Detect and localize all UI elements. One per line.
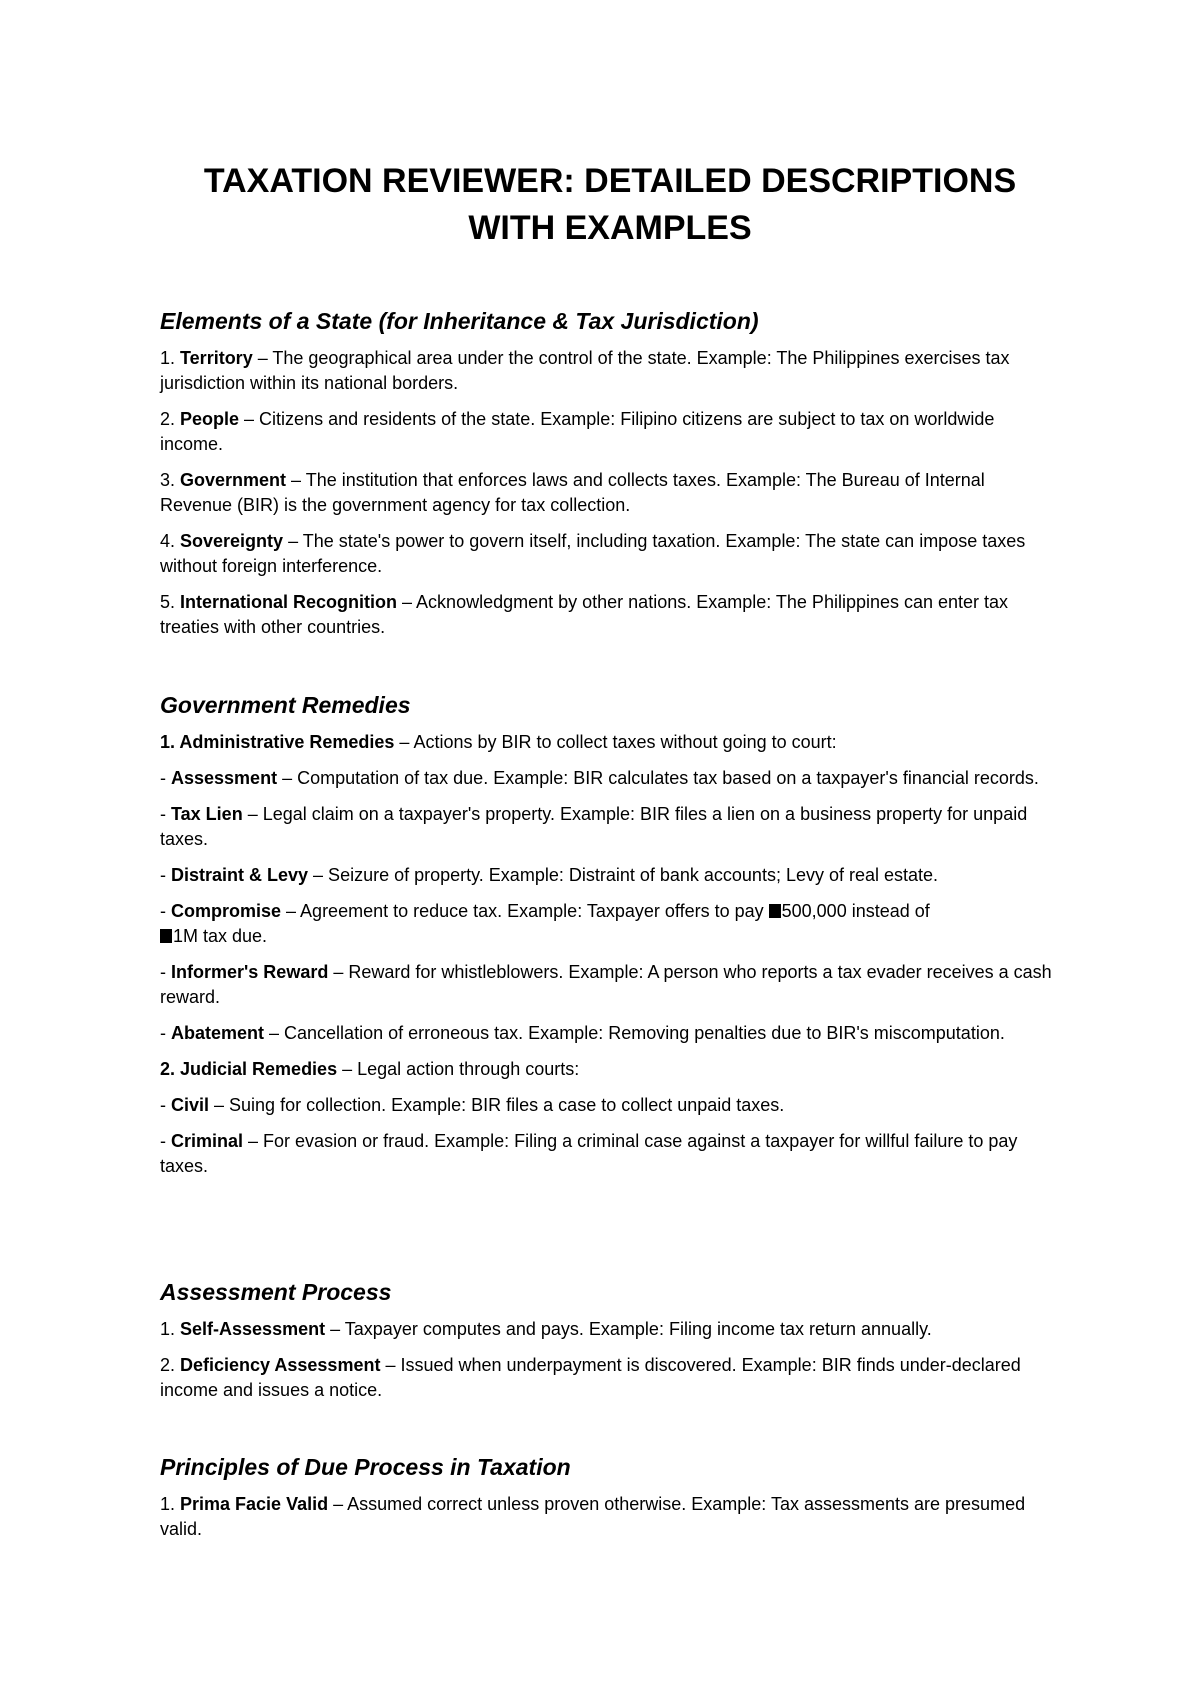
list-item: 2. Judicial Remedies – Legal action through courts: bbox=[160, 1059, 580, 1079]
item-term: Self-Assessment bbox=[180, 1319, 326, 1339]
item-term: Assessment bbox=[171, 768, 278, 788]
section-heading: Government Remedies bbox=[160, 692, 411, 718]
item-term: Deficiency Assessment bbox=[180, 1355, 381, 1375]
section-heading: Principles of Due Process in Taxation bbox=[160, 1454, 571, 1480]
list-item: - Criminal – For evasion or fraud. Example: Filing a criminal case against a taxpayer for willful failure to pay taxes. bbox=[160, 1131, 1018, 1176]
item-term: Compromise bbox=[171, 901, 282, 921]
item-term: People bbox=[180, 409, 240, 429]
list-item: 1. Prima Facie Valid – Assumed correct unless proven otherwise. Example: Tax assessments are presumed valid. bbox=[160, 1494, 1026, 1539]
list-item: - Civil – Suing for collection. Example: BIR files a case to collect unpaid taxes. bbox=[160, 1095, 785, 1115]
item-term: Prima Facie Valid bbox=[180, 1494, 329, 1514]
list-item: 2. Deficiency Assessment – Issued when underpayment is discovered. Example: BIR finds under-declared income and issues a notice. bbox=[160, 1355, 1021, 1400]
currency-glyph-icon bbox=[160, 929, 172, 943]
document-title bbox=[160, 158, 1060, 252]
item-term: Distraint & Levy bbox=[171, 865, 309, 885]
list-item: 1. Administrative Remedies – Actions by BIR to collect taxes without going to court: bbox=[160, 732, 837, 752]
section-assessment-process bbox=[160, 1277, 1060, 1414]
list-item: - Informer's Reward – Reward for whistleblowers. Example: A person who reports a tax evader receives a cash reward. bbox=[160, 962, 1052, 1007]
item-term: 1. Administrative Remedies bbox=[160, 732, 395, 752]
item-term: Informer's Reward bbox=[171, 962, 329, 982]
section-government-remedies bbox=[160, 690, 1060, 1190]
section-due-process bbox=[160, 1452, 1060, 1553]
list-item: - Tax Lien – Legal claim on a taxpayer's property. Example: BIR files a lien on a business property for unpaid taxes. bbox=[160, 804, 1028, 849]
section-heading: Elements of a State (for Inheritance & Tax Jurisdiction) bbox=[160, 308, 759, 334]
list-item: 3. Government – The institution that enforces laws and collects taxes. Example: The Bureau of Internal Revenue (BIR) is the government agency for tax collection. bbox=[160, 470, 985, 515]
item-term: Criminal bbox=[171, 1131, 244, 1151]
list-item: 1. Self-Assessment – Taxpayer computes and pays. Example: Filing income tax return annually. bbox=[160, 1319, 932, 1339]
item-term: 2. Judicial Remedies bbox=[160, 1059, 338, 1079]
section-elements-of-state bbox=[160, 306, 1060, 651]
list-item: 5. International Recognition – Acknowledgment by other nations. Example: The Philippines can enter tax treaties with other countries. bbox=[160, 592, 1009, 637]
list-item: 2. People – Citizens and residents of the state. Example: Filipino citizens are subject to tax on worldwide income. bbox=[160, 409, 995, 454]
list-item: - Compromise – Agreement to reduce tax. Example: Taxpayer offers to pay 500,000 instead of 1M tax due. bbox=[160, 901, 930, 946]
currency-glyph-icon bbox=[769, 904, 781, 918]
item-term: Territory bbox=[180, 348, 253, 368]
item-term: International Recognition bbox=[180, 592, 398, 612]
list-item: 1. Territory – The geographical area under the control of the state. Example: The Philippines exercises tax jurisdiction within its national borders. bbox=[160, 348, 1010, 393]
item-term: Abatement bbox=[171, 1023, 265, 1043]
list-item: - Assessment – Computation of tax due. Example: BIR calculates tax based on a taxpayer's financial records. bbox=[160, 768, 1039, 788]
item-term: Government bbox=[180, 470, 287, 490]
title-line-1: TAXATION REVIEWER: DETAILED DESCRIPTIONS bbox=[203, 162, 1017, 200]
title-line-2: WITH EXAMPLES bbox=[468, 209, 752, 247]
section-heading: Assessment Process bbox=[160, 1279, 392, 1305]
item-term: Civil bbox=[171, 1095, 210, 1115]
list-item: - Distraint & Levy – Seizure of property. Example: Distraint of bank accounts; Levy of real estate. bbox=[160, 865, 939, 885]
list-item: 4. Sovereignty – The state's power to govern itself, including taxation. Example: The state can impose taxes without foreign interference. bbox=[160, 531, 1026, 576]
item-term: Sovereignty bbox=[180, 531, 284, 551]
list-item: - Abatement – Cancellation of erroneous tax. Example: Removing penalties due to BIR's miscomputation. bbox=[160, 1023, 1005, 1043]
item-term: Tax Lien bbox=[171, 804, 243, 824]
